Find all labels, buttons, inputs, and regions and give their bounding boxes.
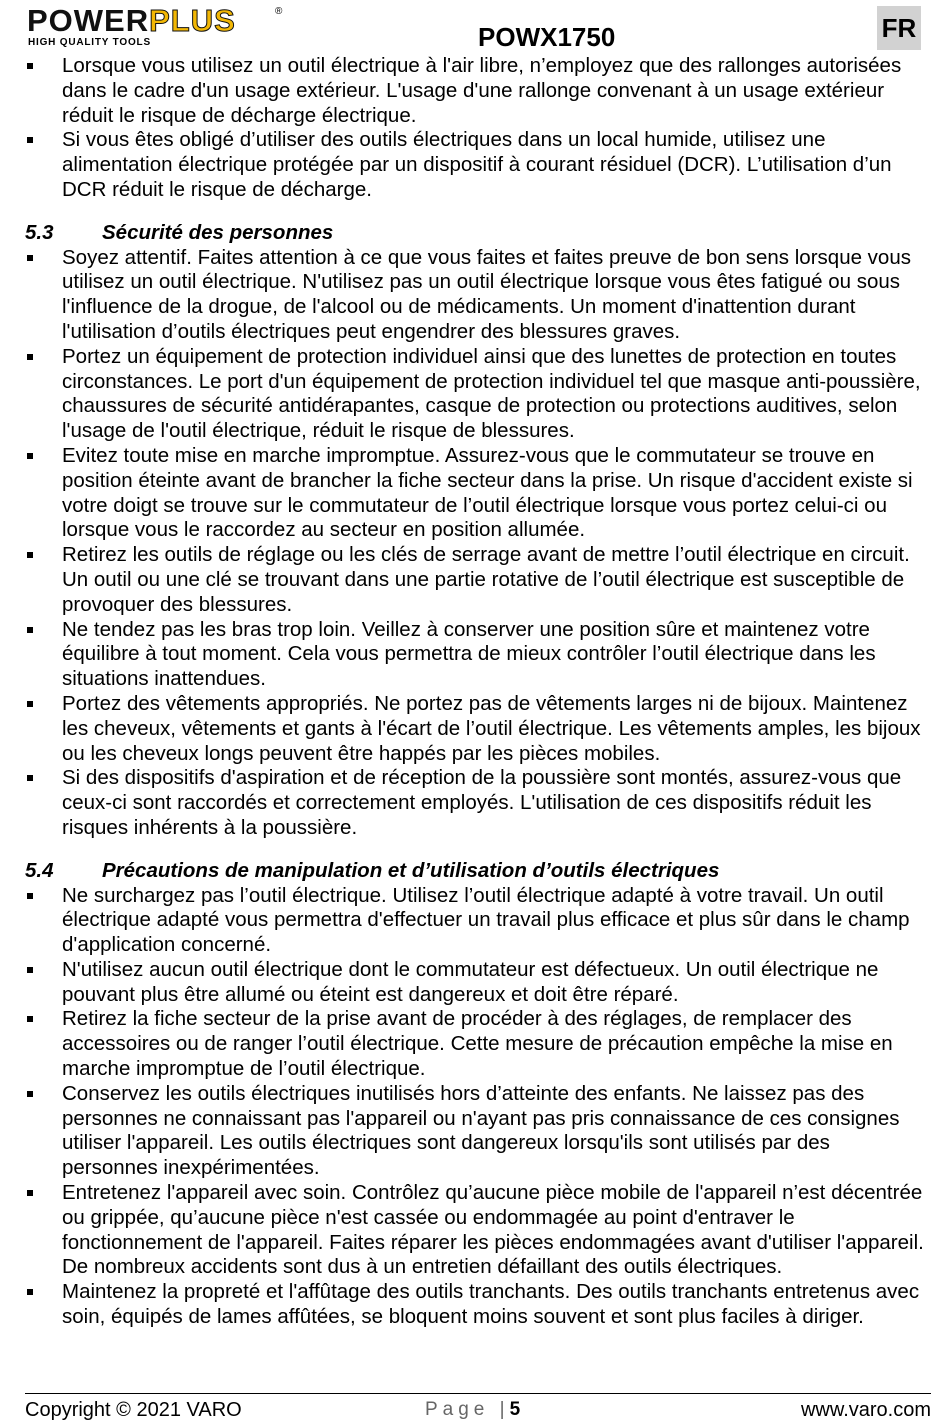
list-item <box>25 1280 925 1330</box>
section-5-4 <box>25 859 925 1330</box>
bullet-square-icon <box>27 627 33 633</box>
manual-content <box>25 54 925 1330</box>
model-number: POWX1750 <box>478 22 616 52</box>
bullet-square-icon <box>27 893 33 899</box>
bullet-square-icon <box>27 354 33 360</box>
list-item-text: Ne tendez pas les bras trop loin. Veillez à conserver une position sûre et maintenez votre équilibre à tout moment. Cela vous permettra de mieux contrôler l’outil électrique dans les situations inattendues. <box>62 617 876 691</box>
list-item <box>25 444 925 543</box>
section-number: 5.3 <box>25 220 54 244</box>
logo-wordmark <box>27 4 236 38</box>
bullet-square-icon <box>27 1091 33 1097</box>
list-item <box>25 618 925 692</box>
list-item <box>25 54 925 128</box>
list-item <box>25 1007 925 1081</box>
powerplus-logo <box>27 4 287 48</box>
bullet-square-icon <box>27 453 33 459</box>
list-item <box>25 766 925 840</box>
page-number: 5 <box>509 1399 521 1420</box>
bullet-square-icon <box>27 701 33 707</box>
language-badge: FR <box>877 6 921 50</box>
list-item <box>25 345 925 444</box>
section-title: Précautions de manipulation et d’utilisation d’outils électriques <box>102 858 720 882</box>
bullet-square-icon <box>27 1289 33 1295</box>
bullet-square-icon <box>27 255 33 261</box>
list-item <box>25 958 925 1008</box>
bullet-list <box>25 54 925 203</box>
list-item <box>25 1082 925 1181</box>
list-item-text: Ne surchargez pas l’outil électrique. Utilisez l’outil électrique adapté à votre travail. Un outil électrique adapté vous permettra d'effectuer un travail plus efficace et plus sûr dans le champ d'application concerné. <box>62 883 910 957</box>
list-item <box>25 884 925 958</box>
list-item-text: Retirez les outils de réglage ou les clés de serrage avant de mettre l’outil électrique en circuit. Un outil ou une clé se trouvant dans une partie rotative de l’outil électrique est susceptible de provoquer des blessures. <box>62 543 910 616</box>
list-item-text: Soyez attentif. Faites attention à ce que vous faites et faites preuve de bon sens lorsque vous utilisez un outil électrique. N'utilisez pas un outil électrique lorsque vous êtes fatigué ou sous l'influence de la drogue, de l'alcool ou de médicaments. Un moment d'inattention durant l'utilisation d’outils électriques peut engendrer des blessures graves. <box>62 245 911 343</box>
list-item <box>25 692 925 766</box>
page-header <box>0 0 950 60</box>
bullet-square-icon <box>27 967 33 973</box>
logo-tagline: HIGH QUALITY TOOLS <box>28 37 151 48</box>
bullet-square-icon <box>27 137 33 143</box>
list-item-text: Maintenez la propreté et l'affûtage des outils tranchants. Des outils tranchants entretenus avec soin, équipés de lames affûtées, se bloquent moins souvent et sont plus faciles à diriger. <box>62 1280 920 1329</box>
bullet-list <box>25 246 925 841</box>
section-title: Sécurité des personnes <box>102 220 334 244</box>
bullet-square-icon <box>27 63 33 69</box>
list-item-text: Entretenez l'appareil avec soin. Contrôlez qu’aucune pièce mobile de l'appareil n’est décentrée ou grippée, qu’aucune pièce n'est cassée ou endommagée au point d'entraver le fonctionnement de l'appareil. Faites réparer les pièces endommagées avant d'utiliser l'appareil. De nombreux accidents sont dus à un entretien défaillant des outils électriques. <box>62 1181 924 1279</box>
list-item <box>25 128 925 202</box>
section-heading <box>25 221 925 246</box>
list-item-text: Portez des vêtements appropriés. Ne portez pas de vêtements larges ni de bijoux. Maintenez les cheveux, vêtements et gants à l'écart de l’outil électrique. Les vêtements amples, les bijoux ou les cheveux longs peuvent être happés par les pièces mobiles. <box>62 691 921 765</box>
page-label: Page | <box>425 1399 510 1420</box>
copyright-text: Copyright © 2021 VARO <box>25 1399 242 1421</box>
page-footer <box>25 1397 931 1423</box>
bullet-square-icon <box>27 552 33 558</box>
list-item-text: N'utilisez aucun outil électrique dont le commutateur est défectueux. Un outil électrique ne pouvant plus être allumé ou éteint est dangereux et doit être réparé. <box>62 957 879 1006</box>
page-indicator <box>425 1397 520 1423</box>
registered-mark: ® <box>275 6 283 17</box>
list-item <box>25 246 925 345</box>
list-item-text: Lorsque vous utilisez un outil électrique à l'air libre, n’employez que des rallonges autorisées dans le cadre d'un usage extérieur. L'usage d'une rallonge convenant à un usage extérieur réduit le risque de décharge électrique. <box>62 54 902 127</box>
logo-word-power: POWER <box>27 3 150 38</box>
bullet-square-icon <box>27 1016 33 1022</box>
section-continued <box>25 54 925 203</box>
list-item <box>25 1181 925 1280</box>
logo-word-plus: PLUS <box>149 3 236 38</box>
section-5-3 <box>25 221 925 841</box>
bullet-list <box>25 884 925 1330</box>
bullet-square-icon <box>27 1190 33 1196</box>
list-item-text: Retirez la fiche secteur de la prise avant de procéder à des réglages, de remplacer des accessoires ou de ranger l’outil électrique. Cette mesure de précaution empêche la mise en marche impromptue de l’outil électrique. <box>62 1007 893 1081</box>
list-item-text: Evitez toute mise en marche impromptue. Assurez-vous que le commutateur se trouve en position éteinte avant de brancher la fiche secteur dans la prise. Un risque d'accident existe si votre doigt se trouve sur le commutateur de l’outil électrique lorsque vous portez celui-ci ou lorsque vous le raccordez au secteur en position allumée. <box>62 443 913 542</box>
section-number: 5.4 <box>25 858 54 882</box>
bullet-square-icon <box>27 775 33 781</box>
footer-divider <box>25 1393 931 1394</box>
list-item <box>25 543 925 617</box>
section-heading <box>25 859 925 884</box>
list-item-text: Si des dispositifs d'aspiration et de réception de la poussière sont montés, assurez-vous que ceux-ci sont raccordés et correctement employés. L'utilisation de ces dispositifs réduit les risques inhérents à la poussière. <box>62 766 902 839</box>
list-item-text: Conservez les outils électriques inutilisés hors d’atteinte des enfants. Ne laissez pas des personnes ne connaissant pas l'appareil ou n'ayant pas pris connaissance de ces consignes utiliser l'appareil. Les outils électriques sont dangereux lorsqu'ils sont utilisés par des personnes inexpérimentées. <box>62 1081 900 1180</box>
list-item-text: Portez un équipement de protection individuel ainsi que des lunettes de protection en toutes circonstances. Le port d'un équipement de protection individuel tel que masque anti-poussière, chaussures de sécurité antidérapantes, casque de protection ou protections auditives, selon l'usage de l'outil électrique, réduit le risque de blessures. <box>62 344 921 443</box>
website-link[interactable]: www.varo.com <box>800 1399 931 1421</box>
list-item-text: Si vous êtes obligé d’utiliser des outils électriques dans un local humide, utilisez une alimentation électrique protégée par un dispositif à courant résiduel (DCR). L’utilisation d’un DCR réduit le risque de décharge. <box>62 128 892 201</box>
